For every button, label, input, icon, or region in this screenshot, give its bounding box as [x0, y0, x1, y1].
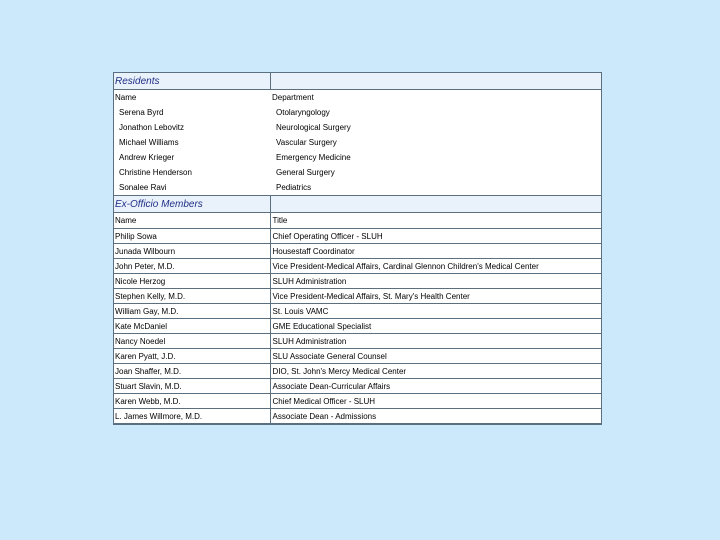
- member-name: Nancy Noedel: [113, 334, 270, 349]
- resident-department: Emergency Medicine: [270, 150, 601, 165]
- member-row: [113, 379, 601, 394]
- member-name: Joan Shaffer, M.D.: [113, 364, 270, 379]
- member-row: [113, 409, 601, 424]
- member-name: Karen Webb, M.D.: [113, 394, 270, 409]
- member-row: [113, 259, 601, 274]
- member-title: Associate Dean - Admissions: [270, 409, 601, 424]
- member-row: [113, 274, 601, 289]
- residents-section-blank: [270, 73, 601, 90]
- member-name: Stuart Slavin, M.D.: [113, 379, 270, 394]
- ex-officio-section-title: Ex-Officio Members: [113, 196, 270, 213]
- resident-name: Michael Williams: [113, 135, 270, 150]
- member-title: Associate Dean-Curricular Affairs: [270, 379, 601, 394]
- member-title: Chief Medical Officer - SLUH: [270, 394, 601, 409]
- resident-department: Otolaryngology: [270, 105, 601, 120]
- ex-officio-section-blank: [270, 196, 601, 213]
- resident-name: Jonathon Lebovitz: [113, 120, 270, 135]
- member-title: Vice President-Medical Affairs, Cardinal Glennon Children's Medical Center: [270, 259, 601, 274]
- member-name: William Gay, M.D.: [113, 304, 270, 319]
- member-name: Kate McDaniel: [113, 319, 270, 334]
- member-row: [113, 364, 601, 379]
- ex-officio-column-header: [113, 213, 601, 229]
- member-name: Stephen Kelly, M.D.: [113, 289, 270, 304]
- member-row: [113, 349, 601, 364]
- member-row: [113, 244, 601, 259]
- member-row: [113, 229, 601, 244]
- resident-row: [113, 165, 601, 180]
- resident-row: [113, 150, 601, 165]
- resident-row: [113, 105, 601, 120]
- resident-name: Christine Henderson: [113, 165, 270, 180]
- resident-name: Sonalee Ravi: [113, 180, 270, 196]
- member-name: John Peter, M.D.: [113, 259, 270, 274]
- member-title: Chief Operating Officer - SLUH: [270, 229, 601, 244]
- member-row: [113, 319, 601, 334]
- resident-row: [113, 180, 601, 196]
- residents-col-name: Name: [113, 90, 270, 106]
- member-name: Nicole Herzog: [113, 274, 270, 289]
- member-title: St. Louis VAMC: [270, 304, 601, 319]
- ex-officio-section-header: [113, 196, 601, 213]
- member-title: SLUH Administration: [270, 274, 601, 289]
- member-title: SLU Associate General Counsel: [270, 349, 601, 364]
- member-title: Housestaff Coordinator: [270, 244, 601, 259]
- member-name: L. James Willmore, M.D.: [113, 409, 270, 424]
- member-title: GME Educational Specialist: [270, 319, 601, 334]
- member-row: [113, 289, 601, 304]
- resident-department: Neurological Surgery: [270, 120, 601, 135]
- committee-table-body: [113, 73, 601, 424]
- resident-row: [113, 120, 601, 135]
- residents-col-department: Department: [270, 90, 601, 106]
- resident-name: Serena Byrd: [113, 105, 270, 120]
- member-name: Karen Pyatt, J.D.: [113, 349, 270, 364]
- residents-section-header: [113, 73, 601, 90]
- resident-department: General Surgery: [270, 165, 601, 180]
- resident-department: Pediatrics: [270, 180, 601, 196]
- residents-column-header: [113, 90, 601, 106]
- member-title: DIO, St. John's Mercy Medical Center: [270, 364, 601, 379]
- member-row: [113, 394, 601, 409]
- member-name: Junada Wilbourn: [113, 244, 270, 259]
- resident-name: Andrew Krieger: [113, 150, 270, 165]
- ex-officio-col-title: Title: [270, 213, 601, 229]
- ex-officio-col-name: Name: [113, 213, 270, 229]
- committee-table: [113, 72, 601, 424]
- member-row: [113, 304, 601, 319]
- resident-department: Vascular Surgery: [270, 135, 601, 150]
- member-title: Vice President-Medical Affairs, St. Mary's Health Center: [270, 289, 601, 304]
- resident-row: [113, 135, 601, 150]
- member-row: [113, 334, 601, 349]
- member-title: SLUH Administration: [270, 334, 601, 349]
- residents-section-title: Residents: [113, 73, 270, 90]
- member-name: Philip Sowa: [113, 229, 270, 244]
